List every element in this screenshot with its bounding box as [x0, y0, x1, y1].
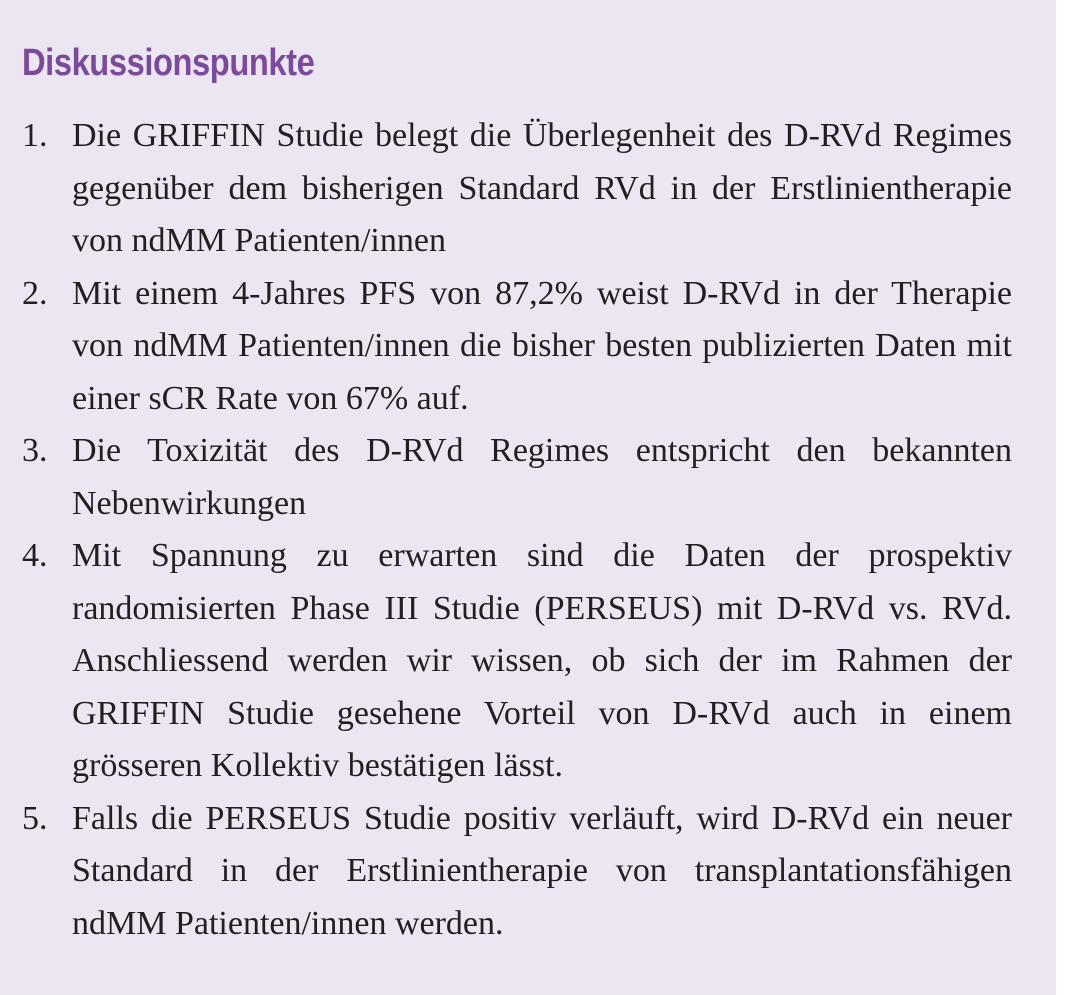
list-item	[22, 110, 1012, 268]
item-text: Die GRIFFIN Studie belegt die Überlegenheit des D-RVd Regimes gegenüber dem bisherigen Standard RVd in der Erstlinientherapie von ndMM Patienten/innen	[72, 117, 1012, 259]
list-item	[22, 530, 1012, 793]
list-item	[22, 793, 1012, 951]
item-number: 1.	[22, 117, 48, 154]
box-title: Diskussionspunkte	[22, 42, 315, 84]
list-item	[22, 268, 1012, 426]
item-number: 5.	[22, 799, 48, 837]
item-text: Die Toxizität des D-RVd Regimes entspricht den bekannten Nebenwirkungen	[72, 432, 1012, 522]
item-number: 4.	[22, 537, 48, 574]
discussion-list	[22, 110, 1012, 950]
item-text: Mit einem 4-Jahres PFS von 87,2% weist D-RVd in der Therapie von ndMM Patienten/innen die bisher besten publizierten Daten mit einer sCR Rate von 67% auf.	[72, 274, 1012, 417]
list-item	[22, 425, 1012, 530]
item-number: 2.	[22, 274, 48, 312]
item-text: Mit Spannung zu erwarten sind die Daten der prospektiv randomisierten Phase III Studie (PERSEUS) mit D-RVd vs. RVd. Anschliessend werden wir wissen, ob sich der im Rahmen der GRIFFIN Studie gesehene Vorteil von D-RVd auch in einem grösseren Kollektiv bestätigen lässt.	[72, 537, 1012, 784]
item-text: Falls die PERSEUS Studie positiv verläuft, wird D-RVd ein neuer Standard in der Erstlinientherapie von transplantationsfähigen ndMM Patienten/innen werden.	[72, 799, 1012, 942]
item-number: 3.	[22, 432, 48, 469]
